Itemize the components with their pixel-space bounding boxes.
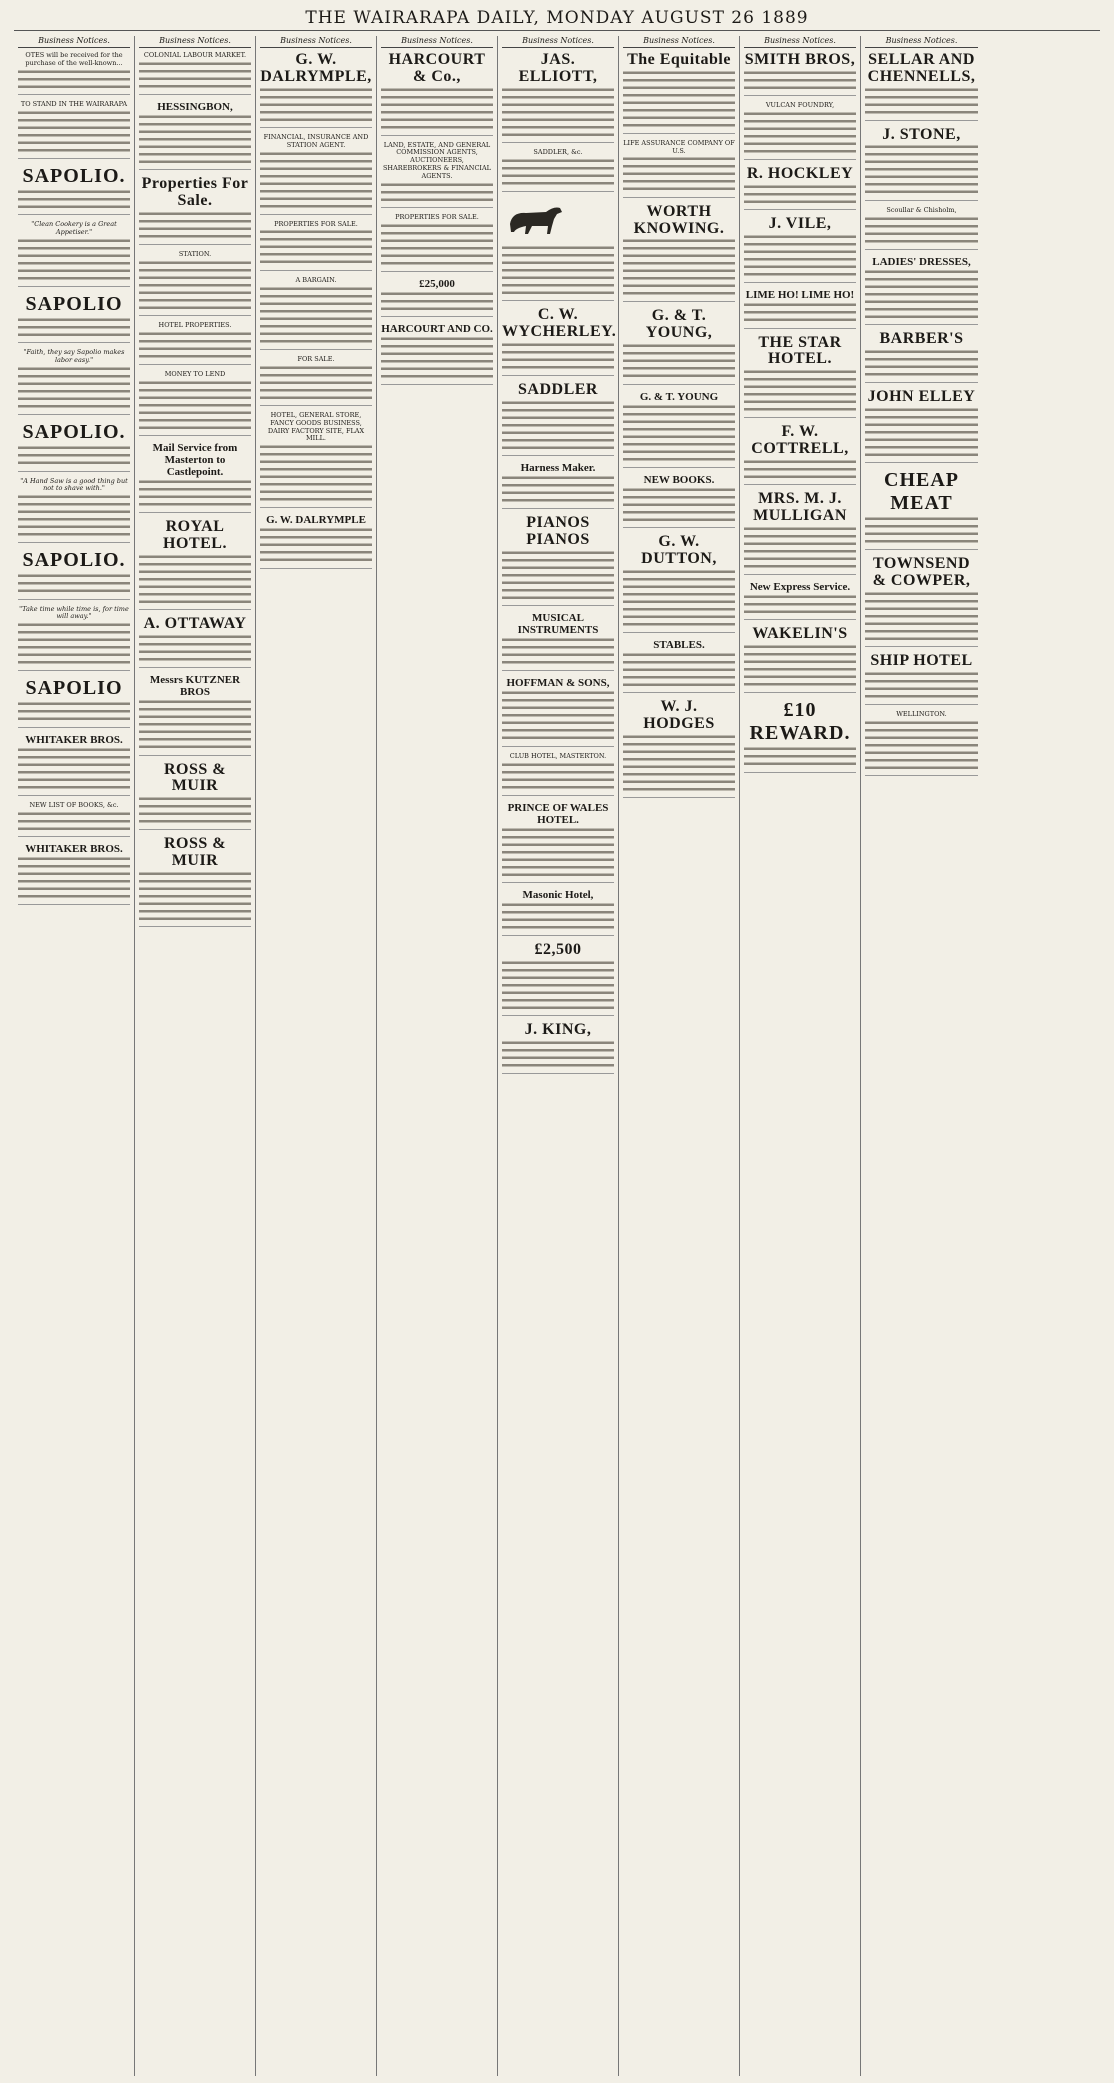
advertisement bbox=[260, 412, 372, 508]
advertisement bbox=[623, 140, 735, 198]
ad-body-text bbox=[502, 959, 614, 1012]
advertisement bbox=[260, 277, 372, 350]
advertisement bbox=[18, 349, 130, 415]
ad-body-text bbox=[260, 228, 372, 266]
ad-body-text bbox=[744, 368, 856, 413]
advertisement bbox=[865, 331, 978, 383]
ad-body-text bbox=[18, 621, 130, 666]
ad-body-text bbox=[139, 698, 251, 751]
ad-heading: HOTEL PROPERTIES. bbox=[158, 321, 232, 330]
ad-heading: Harness Maker. bbox=[520, 462, 596, 475]
advertisement bbox=[139, 251, 251, 316]
ad-heading: J. VILE, bbox=[768, 215, 832, 233]
column-header: Business Notices. bbox=[623, 36, 735, 48]
ad-body-text bbox=[744, 643, 856, 688]
ad-heading: WHITAKER BROS. bbox=[25, 733, 123, 746]
ad-heading: NEW BOOKS. bbox=[643, 473, 715, 486]
ad-heading: WHITAKER BROS. bbox=[25, 843, 123, 856]
ad-heading: FINANCIAL, INSURANCE AND STATION AGENT. bbox=[263, 133, 369, 149]
ad-heading: TO STAND IN THE WAIRARAPA bbox=[20, 100, 128, 109]
masthead bbox=[0, 0, 1114, 32]
ad-heading: MRS. M. J. MULLIGAN bbox=[753, 490, 847, 525]
ad-body-text bbox=[18, 444, 130, 467]
ad-heading: J. KING, bbox=[524, 1021, 592, 1039]
ad-body-text bbox=[139, 60, 251, 90]
advertisement bbox=[18, 802, 130, 837]
ad-body-text bbox=[744, 458, 856, 481]
ad-heading: CHEAP MEAT bbox=[884, 469, 959, 515]
advertisement bbox=[865, 389, 978, 463]
ad-body-text bbox=[623, 486, 735, 524]
ad-heading: £10 REWARD. bbox=[749, 699, 851, 745]
ad-body-text bbox=[502, 549, 614, 602]
ad-heading: LIME HO! LIME HO! bbox=[745, 289, 855, 302]
column-2 bbox=[135, 36, 256, 2076]
ad-body-text bbox=[865, 670, 978, 700]
column-6 bbox=[619, 36, 740, 2076]
advertisement bbox=[744, 289, 856, 329]
ad-heading: ROSS & MUIR bbox=[163, 760, 227, 795]
ad-heading: A BARGAIN. bbox=[295, 275, 337, 284]
ad-heading: SADDLER bbox=[518, 380, 598, 398]
ad-body-text bbox=[502, 689, 614, 742]
advertisement bbox=[502, 942, 614, 1016]
ad-heading: SELLAR AND CHENNELLS, bbox=[867, 51, 976, 85]
ad-body-text bbox=[381, 181, 493, 204]
advertisement bbox=[381, 214, 493, 272]
advertisement bbox=[260, 134, 372, 215]
ad-heading: F. W. COTTRELL, bbox=[751, 423, 849, 458]
ad-body-text bbox=[139, 633, 251, 663]
ad-body-text bbox=[502, 636, 614, 666]
ad-body-text bbox=[260, 86, 372, 124]
ad-body-text bbox=[18, 493, 130, 538]
ad-body-text bbox=[260, 443, 372, 503]
ad-body-text bbox=[18, 572, 130, 595]
ad-heading: G. W. DUTTON, bbox=[641, 533, 717, 567]
ad-body-text bbox=[744, 593, 856, 616]
ad-body-text bbox=[744, 183, 856, 206]
advertisement bbox=[139, 176, 251, 245]
ad-body-text bbox=[139, 553, 251, 606]
column-4 bbox=[377, 36, 498, 2076]
ad-body-text bbox=[18, 109, 130, 154]
ad-heading: TOWNSEND & COWPER, bbox=[872, 555, 971, 590]
ad-body-text bbox=[139, 478, 251, 508]
advertisement bbox=[260, 221, 372, 271]
advertisement bbox=[865, 127, 978, 201]
ad-heading: WELLINGTON. bbox=[896, 710, 947, 719]
ad-body-text bbox=[139, 379, 251, 432]
column-header: Business Notices. bbox=[381, 36, 493, 48]
advertisement bbox=[623, 534, 735, 633]
ad-body-text bbox=[381, 335, 493, 380]
ad-heading: HARCOURT & Co., bbox=[388, 51, 486, 85]
advertisement bbox=[865, 711, 978, 776]
ad-body-text bbox=[865, 143, 978, 196]
ad-heading: ROYAL HOTEL. bbox=[163, 518, 227, 553]
advertisement bbox=[139, 674, 251, 756]
advertisement bbox=[865, 653, 978, 705]
ad-body-text bbox=[260, 150, 372, 210]
column-header: Business Notices. bbox=[139, 36, 251, 48]
advertisement bbox=[139, 322, 251, 365]
ad-body-text bbox=[502, 1039, 614, 1069]
ad-body-text bbox=[381, 86, 493, 131]
advertisement bbox=[744, 335, 856, 419]
ad-body-text bbox=[744, 110, 856, 155]
ad-body-text bbox=[623, 155, 735, 193]
advertisement bbox=[18, 101, 130, 159]
ad-heading: MUSICAL INSTRUMENTS bbox=[517, 612, 599, 637]
column-1 bbox=[14, 36, 135, 2076]
ad-heading: CLUB HOTEL, MASTERTON. bbox=[509, 751, 607, 760]
column-header: Business Notices. bbox=[744, 36, 856, 48]
ad-body-text bbox=[623, 651, 735, 689]
ad-heading: FOR SALE. bbox=[297, 354, 335, 363]
ad-heading: G. W. DALRYMPLE, bbox=[260, 51, 372, 85]
ad-heading: SAPOLIO. bbox=[22, 549, 126, 572]
ad-heading: Properties For Sale. bbox=[141, 175, 249, 210]
ad-heading: SAPOLIO bbox=[25, 292, 123, 315]
advertisement bbox=[139, 762, 251, 831]
advertisement bbox=[18, 478, 130, 544]
ad-heading: Messrs KUTZNER BROS bbox=[149, 674, 241, 699]
advertisement bbox=[381, 278, 493, 318]
ad-body-text bbox=[865, 348, 978, 378]
ad-body-text bbox=[744, 525, 856, 570]
advertisement bbox=[502, 52, 614, 143]
advertisement bbox=[139, 371, 251, 436]
ad-body-text bbox=[139, 330, 251, 360]
advertisement bbox=[744, 424, 856, 485]
ad-body-text bbox=[139, 259, 251, 312]
ad-heading: OTES will be received for the purchase of the well-known... bbox=[25, 51, 123, 67]
ad-body-text bbox=[502, 399, 614, 452]
ad-body-text bbox=[139, 870, 251, 923]
ad-heading: Masonic Hotel, bbox=[522, 889, 594, 902]
ad-body-text bbox=[381, 222, 493, 267]
column-header: Business Notices. bbox=[18, 36, 130, 48]
ad-body-text bbox=[502, 901, 614, 931]
ad-heading: HARCOURT AND CO. bbox=[381, 323, 493, 336]
column-5 bbox=[498, 36, 619, 2076]
advertisement bbox=[744, 52, 856, 96]
advertisement bbox=[502, 462, 614, 509]
ad-heading: SHIP HOTEL bbox=[870, 652, 973, 670]
ad-body-text bbox=[18, 365, 130, 410]
advertisement bbox=[502, 198, 614, 302]
advertisement bbox=[502, 382, 614, 456]
advertisement bbox=[865, 556, 978, 647]
ad-heading: SADDLER, &c. bbox=[533, 148, 583, 157]
ad-heading: SAPOLIO bbox=[25, 677, 123, 700]
advertisement bbox=[623, 52, 735, 134]
ad-body-text bbox=[260, 526, 372, 564]
advertisement bbox=[502, 612, 614, 671]
advertisement bbox=[744, 491, 856, 575]
advertisement bbox=[744, 699, 856, 773]
ad-heading: SAPOLIO. bbox=[22, 421, 126, 444]
ad-heading: LADIES' DRESSES, bbox=[872, 255, 971, 268]
advertisement bbox=[18, 293, 130, 344]
ad-body-text bbox=[18, 810, 130, 833]
advertisement bbox=[744, 102, 856, 160]
ad-heading: G. & T. YOUNG, bbox=[645, 307, 713, 342]
ad-heading: Mail Service from Masterton to Castlepoint. bbox=[152, 442, 238, 479]
advertisement bbox=[744, 216, 856, 283]
ad-body-text bbox=[139, 210, 251, 240]
ad-body-text bbox=[18, 188, 130, 211]
ad-body-text bbox=[744, 745, 856, 768]
advertisement bbox=[139, 52, 251, 95]
advertisement bbox=[18, 52, 130, 95]
ad-body-text bbox=[260, 364, 372, 402]
advertisement bbox=[744, 626, 856, 693]
ad-body-text bbox=[139, 795, 251, 825]
ad-body-text bbox=[623, 733, 735, 793]
advertisement bbox=[139, 101, 251, 171]
column-header: Business Notices. bbox=[502, 36, 614, 48]
advertisement bbox=[865, 469, 978, 550]
ad-body-text bbox=[502, 157, 614, 187]
advertisement bbox=[744, 581, 856, 621]
ad-heading: THE STAR HOTEL. bbox=[758, 333, 842, 368]
ad-body-text bbox=[623, 403, 735, 463]
advertisement bbox=[623, 204, 735, 303]
ad-body-text bbox=[744, 301, 856, 324]
advertisement bbox=[502, 306, 617, 376]
advertisement bbox=[18, 677, 130, 728]
advertisement bbox=[865, 256, 978, 326]
advertisement bbox=[18, 421, 130, 472]
ad-heading: G. & T. YOUNG bbox=[639, 390, 719, 403]
advertisement bbox=[623, 699, 735, 798]
ad-heading: "Clean Cookery is a Great Appetiser." bbox=[31, 220, 117, 237]
ad-heading: ROSS & MUIR bbox=[163, 835, 227, 870]
masthead-rule bbox=[14, 30, 1100, 31]
advertisement bbox=[139, 616, 251, 668]
ad-body-text bbox=[381, 290, 493, 313]
ad-heading: WORTH KNOWING. bbox=[633, 202, 725, 237]
ad-body-text bbox=[502, 826, 614, 879]
ad-heading: G. W. DALRYMPLE bbox=[266, 514, 366, 527]
advertisement bbox=[260, 514, 372, 569]
ad-heading: BARBER'S bbox=[879, 330, 964, 348]
ad-heading: PROPERTIES FOR SALE. bbox=[274, 219, 358, 228]
newspaper-title: THE WAIRARAPA DAILY, MONDAY AUGUST 26 1889 bbox=[305, 8, 809, 28]
ad-heading: JOHN ELLEY bbox=[867, 387, 976, 405]
ad-body-text bbox=[502, 86, 614, 139]
column-header: Business Notices. bbox=[865, 36, 978, 48]
advertisement bbox=[502, 802, 614, 884]
advertisement bbox=[623, 391, 735, 468]
ad-body-text bbox=[865, 268, 978, 321]
column-header: Business Notices. bbox=[260, 36, 372, 48]
ad-body-text bbox=[18, 68, 130, 91]
ad-heading: COLONIAL LABOUR MARKET. bbox=[143, 51, 247, 59]
ad-heading: PIANOS PIANOS bbox=[526, 514, 590, 549]
ad-heading: Scoullar & Chisholm, bbox=[886, 205, 957, 214]
ad-heading: R. HOCKLEY bbox=[746, 165, 854, 183]
ad-heading: A. OTTAWAY bbox=[143, 615, 247, 633]
ad-body-text bbox=[18, 700, 130, 723]
advertisement bbox=[502, 677, 614, 747]
advertisement bbox=[18, 606, 130, 672]
ad-body-text bbox=[502, 761, 614, 791]
ad-heading: The Equitable bbox=[627, 51, 731, 68]
advertisement bbox=[18, 165, 130, 216]
ad-body-text bbox=[623, 237, 735, 297]
ad-heading: HOTEL, GENERAL STORE, FANCY GOODS BUSINESS, DAIRY FACTORY SITE, FLAX MILL. bbox=[267, 411, 365, 443]
ad-body-text bbox=[865, 515, 978, 545]
column-7 bbox=[740, 36, 861, 2076]
advertisement bbox=[139, 442, 251, 513]
ad-heading: £2,500 bbox=[534, 941, 582, 959]
ad-body-text bbox=[865, 406, 978, 459]
ad-body-text bbox=[865, 215, 978, 245]
ad-heading: JAS. ELLIOTT, bbox=[518, 51, 598, 85]
ad-heading: VULCAN FOUNDRY, bbox=[765, 101, 835, 110]
advertisement bbox=[623, 639, 735, 694]
ad-heading: HOFFMAN & SONS, bbox=[506, 677, 610, 690]
ad-body-text bbox=[865, 590, 978, 643]
ad-body-text bbox=[18, 237, 130, 282]
column-8 bbox=[861, 36, 982, 2076]
ad-body-text bbox=[865, 86, 978, 116]
advertisement bbox=[381, 52, 493, 136]
advertisement bbox=[865, 207, 978, 250]
ad-heading: PROPERTIES FOR SALE. bbox=[395, 213, 479, 222]
advertisement bbox=[744, 166, 856, 210]
ad-heading: WAKELIN'S bbox=[752, 625, 848, 643]
ad-body-text bbox=[502, 474, 614, 504]
advertisement bbox=[502, 1022, 614, 1074]
ad-heading: J. STONE, bbox=[882, 125, 961, 143]
ad-body-text bbox=[744, 69, 856, 92]
advertisement bbox=[623, 474, 735, 529]
ad-heading: LIFE ASSURANCE COMPANY OF U.S. bbox=[623, 138, 735, 155]
advertisement bbox=[502, 889, 614, 936]
ad-body-text bbox=[744, 233, 856, 278]
ad-body-text bbox=[623, 342, 735, 380]
ad-body-text bbox=[502, 244, 614, 297]
columns-container bbox=[14, 36, 1104, 2076]
horse-illustration bbox=[502, 202, 572, 236]
advertisement bbox=[865, 52, 978, 121]
ad-heading: SMITH BROS, bbox=[744, 51, 856, 68]
ad-body-text bbox=[502, 341, 614, 371]
advertisement bbox=[502, 515, 614, 606]
advertisement bbox=[139, 519, 251, 610]
advertisement bbox=[18, 549, 130, 600]
ad-body-text bbox=[139, 113, 251, 166]
ad-heading: HESSINGBON, bbox=[157, 100, 233, 113]
ad-heading: LAND, ESTATE, AND GENERAL COMMISSION AGENTS, AUCTIONEERS, SHAREBROKERS & FINANCIAL AGENTS. bbox=[382, 140, 492, 180]
advertisement bbox=[502, 149, 614, 192]
advertisement bbox=[381, 142, 493, 208]
ad-body-text bbox=[18, 855, 130, 900]
ad-body-text bbox=[260, 285, 372, 345]
ad-heading: MONEY TO LEND bbox=[164, 369, 226, 378]
ad-heading: W. J. HODGES bbox=[643, 698, 715, 732]
ad-body-text bbox=[623, 568, 735, 628]
advertisement bbox=[18, 734, 130, 796]
ad-heading: STATION. bbox=[178, 249, 212, 258]
ad-body-text bbox=[18, 316, 130, 339]
ad-heading: £25,000 bbox=[419, 277, 455, 290]
ad-body-text bbox=[18, 746, 130, 791]
ad-body-text bbox=[865, 719, 978, 772]
ad-heading: "Faith, they say Sapolio makes labor easy." bbox=[23, 348, 125, 365]
ad-heading: NEW LIST OF BOOKS, &c. bbox=[29, 800, 119, 809]
advertisement bbox=[260, 356, 372, 406]
advertisement bbox=[18, 843, 130, 905]
ad-heading: STABLES. bbox=[653, 638, 705, 651]
advertisement bbox=[139, 836, 251, 927]
ad-body-text bbox=[623, 69, 735, 129]
ad-heading: SAPOLIO. bbox=[22, 164, 126, 187]
ad-heading: New Express Service. bbox=[749, 580, 851, 593]
ad-heading: "A Hand Saw is a good thing but not to shave with." bbox=[20, 476, 128, 493]
advertisement bbox=[381, 323, 493, 385]
ad-heading: PRINCE OF WALES HOTEL. bbox=[507, 801, 609, 826]
advertisement bbox=[623, 308, 735, 384]
column-3 bbox=[256, 36, 377, 2076]
advertisement bbox=[260, 52, 372, 128]
advertisement bbox=[18, 221, 130, 287]
ad-heading: C. W. WYCHERLEY. bbox=[502, 306, 617, 341]
advertisement bbox=[502, 753, 614, 796]
ad-heading: "Take time while time is, for time will away." bbox=[19, 604, 129, 621]
